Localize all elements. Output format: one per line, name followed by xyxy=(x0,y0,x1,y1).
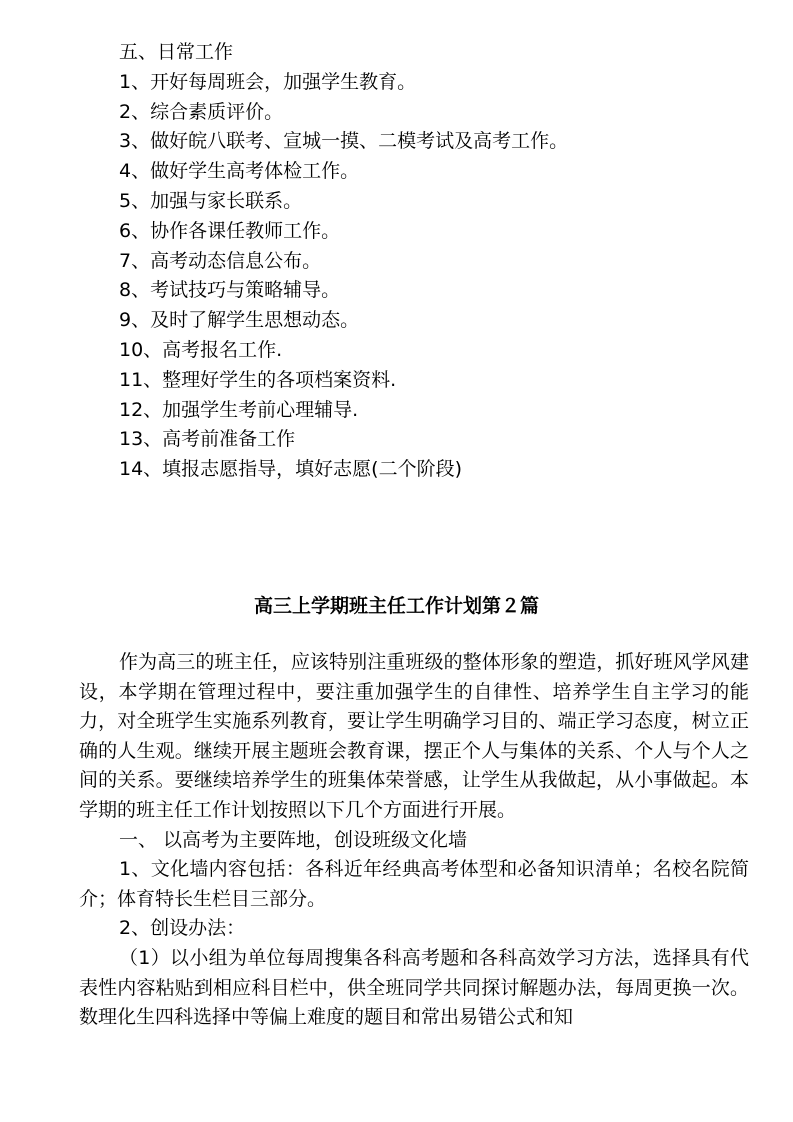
article-title: 高三上学期班主任工作计划第２篇 xyxy=(253,595,539,617)
list-item: 7、高考动态信息公布。 xyxy=(119,249,322,272)
list-item: 6、协作各课任教师工作。 xyxy=(119,219,341,242)
section-item-paragraph: 1、文化墙内容包括：各科近年经典高考体型和必备知识清单；名校名院简介；体育特长生栏目三部分。 xyxy=(79,858,749,910)
daily-work-heading: 五、日常工作 xyxy=(119,41,234,63)
list-item: 13、高考前准备工作 xyxy=(119,428,296,451)
list-item: 9、及时了解学生思想动态。 xyxy=(119,309,360,332)
list-item: 8、考试技巧与策略辅导。 xyxy=(119,279,341,302)
sub-item-paragraph: （1）以小组为单位每周搜集各科高考题和各科高效学习方法，选择具有代表性内容粘贴到相应科目栏中，供全班同学共同探讨解题办法，每周更换一次。数理化生四科选择中等偏上难度的题目和常出易错公式和知 xyxy=(79,946,749,1029)
section-item-paragraph: 2、创设办法： xyxy=(119,917,246,940)
list-item: 2、综合素质评价。 xyxy=(119,100,284,123)
list-item: 3、做好皖八联考、宣城一摸、二模考试及高考工作。 xyxy=(119,130,569,153)
list-item: 1、开好每周班会，加强学生教育。 xyxy=(119,70,417,93)
list-item: 14、填报志愿指导，填好志愿(二个阶段) xyxy=(119,458,463,481)
list-item: 10、高考报名工作. xyxy=(119,338,283,361)
article-body xyxy=(79,648,749,1033)
daily-work-list xyxy=(119,38,568,485)
intro-paragraph: 作为高三的班主任，应该特别注重班级的整体形象的塑造，抓好班风学风建设，本学期在管理过程中，要注重加强学生的自律性、培养学生自主学习的能力，对全班学生实施系列教育，要让学生明确学习目的、端正学习态度，树立正确的人生观。继续开展主题班会教育课，摆正个人与集体的关系、个人与个人之间的关系。要继续培养学生的班集体荣誉感，让学生从我做起，从小事做起。本学期的班主任工作计划按照以下几个方面进行开展。 xyxy=(79,651,749,821)
list-item: 5、加强与家长联系。 xyxy=(119,189,303,212)
list-item: 11、整理好学生的各项档案资料. xyxy=(119,368,397,391)
list-item: 12、加强学生考前心理辅导. xyxy=(119,398,359,421)
section-heading: 一、 以高考为主要阵地，创设班级文化墙 xyxy=(119,828,468,851)
list-item: 4、做好学生高考体检工作。 xyxy=(119,160,360,183)
